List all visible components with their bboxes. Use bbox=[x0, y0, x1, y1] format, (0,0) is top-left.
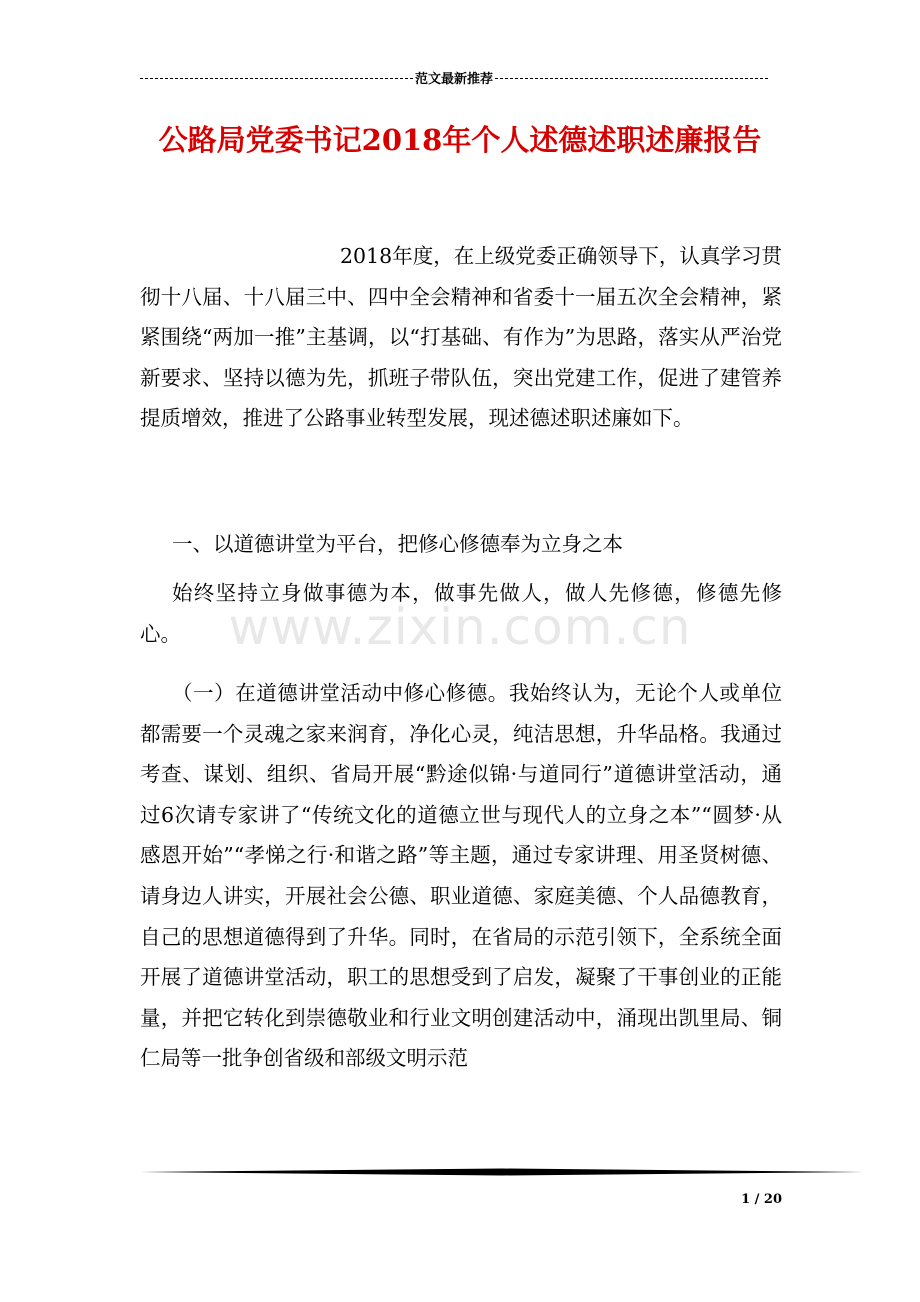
section-intro-paragraph: 始终坚持立身做事德为本，做事先做人，做人先修德，修德先修心。 bbox=[140, 581, 782, 646]
page-header bbox=[140, 66, 768, 88]
section-heading: 一、以道德讲堂为平台，把修心修德奉为立身之本 bbox=[172, 532, 623, 556]
watermark: www.zixin.com.cn bbox=[228, 598, 692, 656]
footer-rule bbox=[140, 1168, 864, 1176]
header-label: 范文最新推荐 bbox=[415, 71, 494, 87]
document-title: 公路局党委书记2018年个人述德述职述廉报告 bbox=[158, 123, 762, 157]
header-dash-right bbox=[495, 78, 768, 79]
page-number: 1 / 20 bbox=[741, 1192, 782, 1207]
intro-paragraph: 2018年度，在上级党委正确领导下，认真学习贯彻十八届、十八届三中、四中全会精神和省委十一届五次全会精神，紧紧围绕“两加一推”主基调，以“打基础、有作为”为思路，落实从严治党新要求、坚持以德为先，抓班子带队伍，突出党建工作，促进了建管养提质增效，推进了公路事业转型发展，现述德述职述廉如下。 bbox=[140, 244, 782, 431]
header-dash-left bbox=[140, 78, 413, 79]
subsection-paragraph: （一）在道德讲堂活动中修心修德。我始终认为，无论个人或单位都需要一个灵魂之家来润育，净化心灵，纯洁思想，升华品格。我通过考查、谋划、组织、省局开展“黔途似锦·与道同行”道德讲堂活动，通过6次请专家讲了“传统文化的道德立世与现代人的立身之本”“圆梦·从感恩开始”“孝悌之行·和谐之路”等主题，通过专家讲理、用圣贤树德、请身边人讲实，开展社会公德、职业道德、家庭美德、个人品德教育，自己的思想道德得到了升华。同时，在省局的示范引领下，全系统全面开展了道德讲堂活动，职工的思想受到了启发，凝聚了干事创业的正能量，并把它转化到崇德敬业和行业文明创建活动中，涌现出凯里局、铜仁局等一批争创省级和部级文明示范 bbox=[140, 681, 782, 1071]
